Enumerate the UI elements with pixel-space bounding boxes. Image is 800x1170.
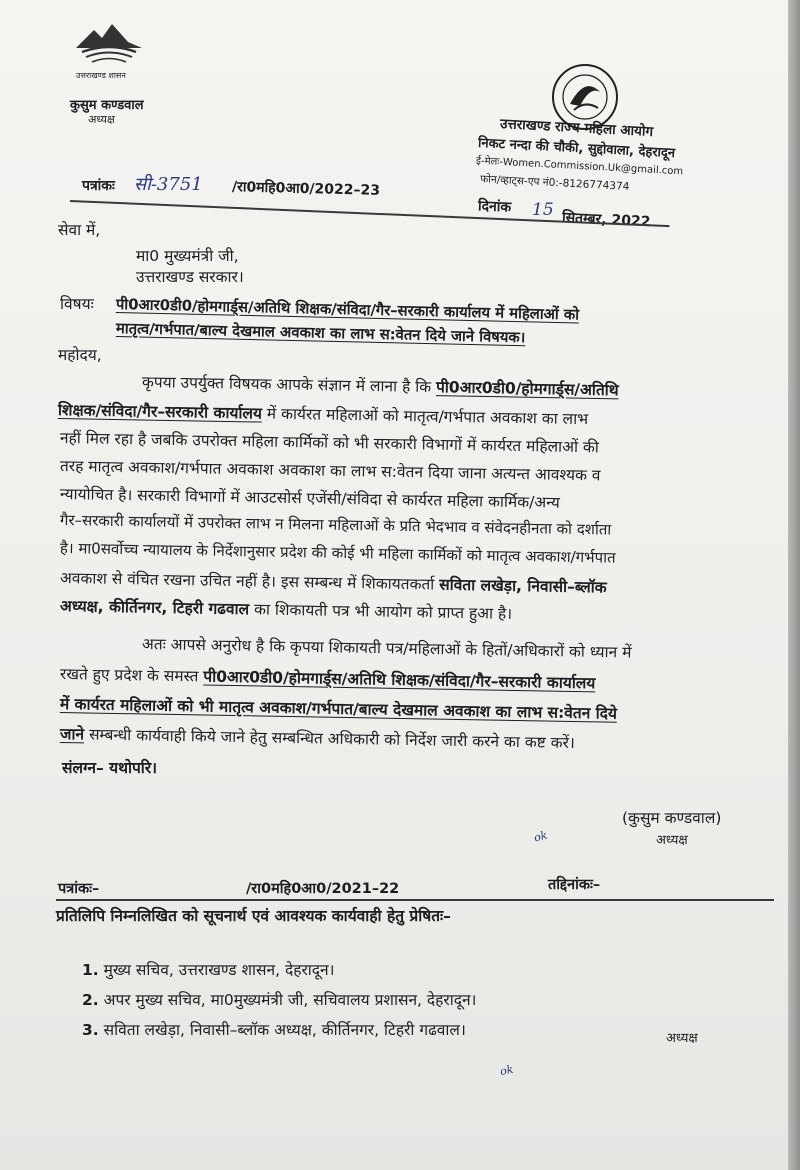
para1-line1-b: पी0आर0डी0/होमगार्ड्स/अतिथि <box>435 378 619 400</box>
ref-date-day: 15 <box>532 200 554 220</box>
para1-line4: तरह मातृत्व अवकाश/गर्भपात अवकाश अवकाश का लाभ स:वेतन दिया जाना अत्यन्त आवश्यक व <box>59 457 601 485</box>
copy-item-2-num: 2. <box>82 991 99 1009</box>
para1-line3: नहीं मिल रहा है जबकि उपरोक्त महिला कार्मिकों को भी सरकारी विभागों में कार्यरत महिलाओं की <box>59 429 600 457</box>
para1-line7: है। मा0सर्वोच्च न्यायालय के निर्देशानुसार प्रदेश की कोई भी महिला कार्मिकों को मातृत्व अवकाश/गर्भपात <box>59 539 616 567</box>
subject-line2: मातृत्व/गर्भपात/बाल्य देखमाल अवकाश का लाभ स:वेतन दिये जाने विषयक। <box>115 320 526 347</box>
subject-label: विषयः <box>60 295 94 313</box>
emblem-mountain-icon <box>72 18 146 70</box>
ref-handwritten-no: सी-3751 <box>134 174 203 195</box>
para1-line1-a: कृपया उपर्युक्त विषयक आपके संज्ञान में लाना है कि <box>141 373 432 397</box>
para1-line1 <box>142 370 619 400</box>
copy-item-1-text: मुख्य सचिव, उत्तराखण्ड शासन, देहरादून। <box>103 961 335 979</box>
org-email: ई-मेलः-Women.Commission.Uk@gmail.com <box>475 155 684 178</box>
addressee-line2: उत्तराखण्ड सरकार। <box>136 268 244 286</box>
para2-line2-a: रखते हुए प्रदेश के समस्त <box>59 665 199 686</box>
copy-item-3-text: सविता लखेड़ा, निवासी–ब्लॉक अध्यक्ष, कीर्तिनगर, टिहरी गढवाल। <box>103 1021 466 1039</box>
para2-line3: में कार्यरत महिलाओं को भी मातृत्व अवकाश/गर्भपात/बाल्य देखमाल अवकाश का लाभ स:वेतन दिये <box>59 695 618 723</box>
footer-initials: ok <box>498 1062 515 1079</box>
para1-line2 <box>58 398 588 429</box>
copy-line: प्रतिलिपि निम्नलिखित को सूचनार्थ एवं आवश्यक कार्यवाही हेतु प्रेषितः– <box>56 907 451 925</box>
ref-date-label: दिनांक <box>477 198 512 216</box>
footer-ref-label: पत्रांकः– <box>58 881 100 897</box>
para1-line2-a: शिक्षक/संविदा/गैर–सरकारी कार्यालय <box>57 401 263 423</box>
copy-item-2 <box>82 988 476 1010</box>
signature-name: (कुसुम कण्डवाल) <box>622 809 722 827</box>
ref-date-rest: सितम्बर, 2022 <box>561 209 651 231</box>
signature-title: अध्यक्ष <box>656 833 688 848</box>
footer-ref-code: /रा0महि0आ0/2021–22 <box>246 881 400 897</box>
ref-label: पत्रांकः <box>82 178 115 194</box>
govt-emblem <box>72 18 146 70</box>
sender-title: अध्यक्ष <box>88 113 115 126</box>
para1-line9 <box>60 594 512 624</box>
addressee-line1: मा0 मुख्यमंत्री जी, <box>136 247 239 265</box>
para2-line2 <box>60 662 596 693</box>
para2-line4-b: सम्बन्धी कार्यवाही किये जाने हेतु सम्बन्धित अधिकारी को निर्देश जारी करने का कष्ट करें। <box>88 725 575 752</box>
para1-line8 <box>60 566 607 598</box>
org-phone: फोन/व्हाट्स-एप नं0:-8126774374 <box>479 173 630 193</box>
copy-item-1-num: 1. <box>82 961 99 979</box>
org-name: उत्तराखण्ड राज्य महिला आयोग <box>499 116 654 140</box>
footer-date-label: तद्दिनांकः– <box>548 877 601 893</box>
para2-line2-b: पी0आर0डी0/होमगार्ड्स/अतिथि शिक्षक/संविदा/गैर–सरकारी कार्यालय <box>203 667 596 693</box>
para1-line5: न्यायोचित है। सरकारी विभागों में आउटसोर्स एजेंसी/संविदा से कार्यरत महिला कार्मिक/अन्य <box>59 485 560 512</box>
subject-line1: पी0आर0डी0/होमगार्ड्स/अतिथि शिक्षक/संविदा/गैर–सरकारी कार्यालय में महिलाओं को <box>115 296 580 324</box>
copy-item-2-text: अपर मुख्य सचिव, मा0मुख्यमंत्री जी, सचिवालय प्रशासन, देहरादून। <box>103 991 477 1009</box>
footer-rule <box>56 899 774 901</box>
emblem-caption: उत्तराखण्ड शासन <box>76 71 126 80</box>
copy-item-3-num: 3. <box>82 1021 99 1039</box>
seva-me: सेवा में, <box>58 221 101 239</box>
para1-line8-b: सविता लखेड़ा, निवासी–ब्लॉक <box>439 575 607 597</box>
footer-sign-title: अध्यक्ष <box>666 1031 698 1046</box>
para2-line1: अतः आपसे अनुरोध है कि कृपया शिकायती पत्र/महिलाओं के हितों/अधिकारों को ध्यान में <box>141 635 632 662</box>
para1-line9-a: अध्यक्ष, कीर्तिनगर, टिहरी गढवाल <box>59 597 250 619</box>
para1-line9-b: का शिकायती पत्र भी आयोग को प्राप्त हुआ है। <box>253 600 513 623</box>
para1-line8-a: अवकाश से वंचित रखना उचित नहीं है। इस सम्बन्ध में शिकायतकर्ता <box>59 569 435 594</box>
para2-line4-a: जाने <box>59 725 85 744</box>
page-edge <box>788 0 800 1170</box>
para1-line2-b: में कार्यरत महिलाओं को मातृत्व/गर्भपात अवकाश का लाभ <box>266 404 589 429</box>
signature-initials: ok <box>532 828 549 845</box>
para1-line6: गैर–सरकारी कार्यालयों में उपरोक्त लाभ न मिलना महिलाओं के प्रति भेदभाव व संवेदनहीनता को दर्शाता <box>59 511 612 539</box>
enclosure: संलग्न– यथोपरि। <box>62 759 158 777</box>
para2-line4 <box>60 722 575 753</box>
org-address: निकट नन्दा की चौकी, सुद्दोवाला, देहरादून <box>477 135 676 162</box>
ref-code: /रा0महि0आ0/2022–23 <box>231 179 381 199</box>
sender-name: कुसुम कण्डवाल <box>70 98 144 113</box>
salutation: महोदय, <box>58 346 102 364</box>
copy-item-1 <box>82 958 335 980</box>
copy-item-3 <box>82 1018 466 1040</box>
